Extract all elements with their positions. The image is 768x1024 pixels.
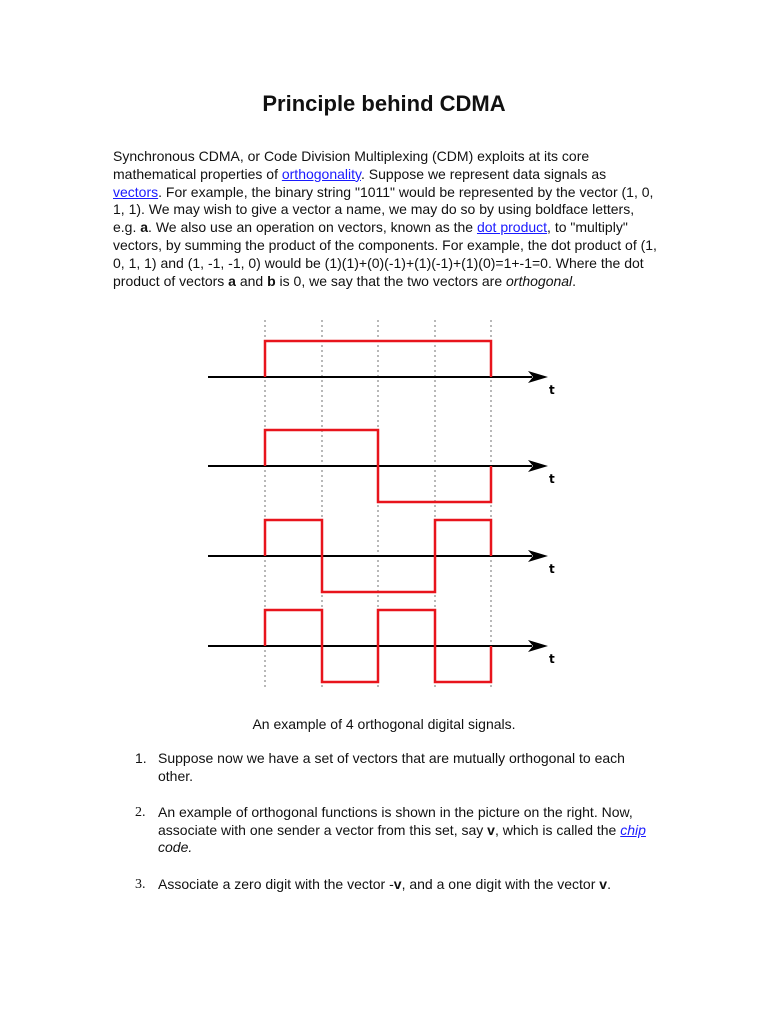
step-text: . — [607, 875, 611, 892]
italic-orthogonal: orthogonal — [506, 272, 573, 289]
list-number: 2. — [135, 805, 146, 820]
time-axis-label: t — [549, 562, 555, 576]
bold-v: v — [487, 821, 495, 838]
steps-list — [135, 750, 655, 912]
figure-caption: An example of 4 orthogonal digital signals. — [252, 716, 516, 732]
intro-paragraph — [113, 148, 658, 290]
step-text: , which is called the — [494, 821, 621, 838]
list-item — [135, 876, 655, 894]
orthogonal-signals-figure — [0, 318, 768, 708]
bold-v: v — [393, 875, 402, 892]
orthogonality-link[interactable]: orthogonality — [281, 165, 361, 182]
step-text-italic: code. — [158, 839, 193, 855]
chip-link[interactable]: chip — [620, 821, 646, 838]
time-axis-label: t — [549, 652, 555, 666]
dot-product-link[interactable]: dot product — [476, 219, 548, 236]
bold-a: a — [140, 219, 149, 236]
intro-text-6: and — [235, 272, 268, 289]
bold-b: b — [267, 272, 276, 289]
intro-text-2: . Suppose we represent data signals as — [361, 165, 607, 182]
list-number: 1. — [135, 750, 147, 766]
time-axis-label: t — [549, 472, 555, 486]
intro-text-7: is 0, we say that the two vectors are — [275, 272, 506, 289]
step-text: Associate a zero digit with the vector - — [158, 875, 394, 892]
list-item — [135, 804, 655, 857]
intro-text-3: . For example, the binary string "1011" would be represented by the vector (1, 0, 1, 1). We may wish to give a vector a name, we may do so by using boldface letters, e.g. — [113, 183, 654, 236]
list-number: 3. — [135, 876, 146, 892]
bold-v-2: v — [599, 875, 608, 892]
step-text: Suppose now we have a set of vectors that are mutually orthogonal to each other. — [158, 750, 625, 784]
intro-text-4: . We also use an operation on vectors, known as the — [148, 219, 477, 236]
vectors-link[interactable]: vectors — [113, 183, 159, 200]
intro-text-5: , to "multiply" vectors, by summing the product of the components. For example, the dot product of (1, 0, 1, 1) and (1, -1, -1, 0) would be (1)(1)+(0)(-1)+(1)(-1)+(1)(0)=1+-1=0. Where the dot product of vectors — [113, 219, 657, 289]
intro-text-8: . — [572, 272, 577, 289]
intro-text-1: Synchronous CDMA, or Code Division Multiplexing (CDM) exploits at its core mathematical properties of — [113, 148, 590, 182]
bold-a-2: a — [228, 272, 236, 289]
page-title: Principle behind CDMA — [262, 91, 506, 116]
step-text: , and a one digit with the vector — [401, 875, 600, 892]
step-text: An example of orthogonal functions is shown in the picture on the right. Now, associate with one sender a vector from this set, say — [158, 804, 633, 838]
time-axis-label: t — [549, 383, 555, 397]
list-item — [135, 750, 655, 785]
